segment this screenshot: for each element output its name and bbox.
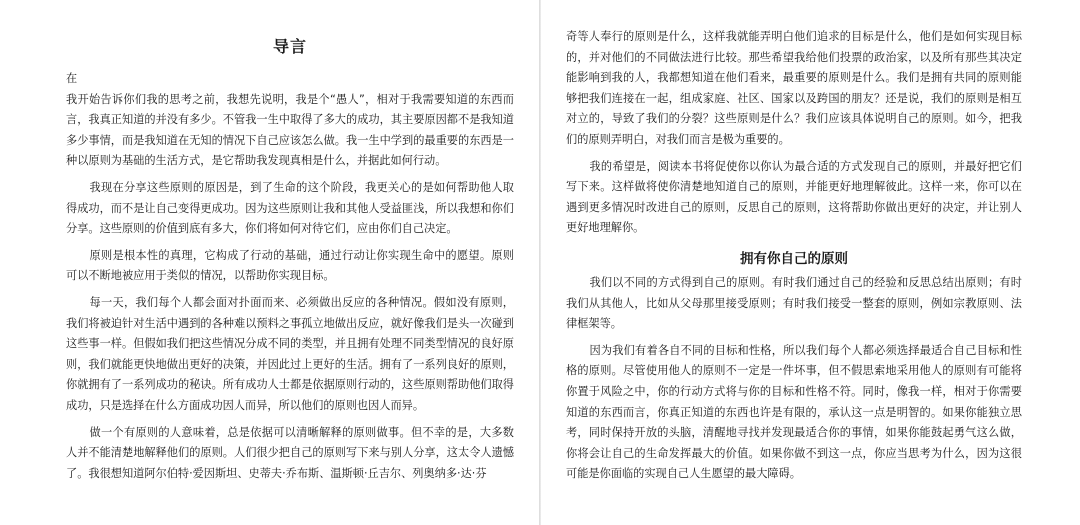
page-title: 导言 (272, 37, 307, 56)
paragraph: 做一个有原则的人意味着，总是依据可以清晰解释的原则做事。但不幸的是，大多数人并不能清楚地解释他们的原则。人们很少把自己的原则写下来与别人分享，这太令人遗憾了。我很想知道阿尔伯特·爱因斯坦、史蒂夫·乔布斯、温斯顿·丘吉尔、列奥纳多·达·芬 (66, 425, 514, 480)
paragraph: 每一天，我们每个人都会面对扑面而来、必须做出反应的各种情况。假如没有原则，我们将被迫针对生活中遇到的各种难以预料之事孤立地做出反应，就好像我们是头一次碰到这些事一样。但假如我们把这些情况分成不同的类型，并且拥有处理不同类型情况的良好原则，我们就能更快地做出更好的决策，并因此过上更好的生活。拥有了一系列良好的原则，你就拥有了一系列成功的秘诀。所有成功人士都是依据原则行动的，这些原则帮助他们取得成功，只是选择在什么方面成功因人而异，所以他们的原则也因人而异。 (66, 295, 514, 412)
right-page (540, 0, 1080, 525)
paragraph: 我现在分享这些原则的原因是，到了生命的这个阶段，我更关心的是如何帮助他人取得成功，而不是让自己变得更成功。因为这些原则让我和其他人受益匪浅，所以我想和你们分享。这些原则的价值到底有多大，你们将如何对待它们，应由你们自己决定。 (66, 180, 514, 236)
paragraph: 奇等人奉行的原则是什么，这样我就能弄明白他们追求的目标是什么，他们是如何实现目标的，并对他们的不同做法进行比较。那些希望我给他们投票的政治家，以及所有那些其决定能影响到我的人，我都想知道在他们看来，最重要的原则是什么。我们是拥有共同的原则能够把我们连接在一起，组成家庭、社区、国家以及跨国的朋友？还是说，我们的原则是相互对立的，导致了我们的分裂？这些原则是什么？我们应该具体说明自己的原则。如今，把我们的原则弄明白，对我们而言是极为重要的。 (566, 30, 1022, 146)
paragraph: 在 (66, 72, 78, 85)
page-gutter-divider (539, 0, 541, 525)
paragraph: 我们以不同的方式得到自己的原则。有时我们通过自己的经验和反思总结出原则；有时我们从其他人，比如从父母那里接受原则；有时我们接受一整套的原则，例如宗教原则、法律框架等。 (566, 275, 1022, 331)
paragraph: 因为我们有着各自不同的目标和性格，所以我们每个人都必须选择最适合自己目标和性格的原则。尽管使用他人的原则不一定是一件坏事，但不假思索地采用他人的原则有可能将你置于风险之中，你的行动方式将与你的目标和性格不符。同时，像我一样，相对于你需要知道的东西而言，你真正知道的东西也许是有限的，承认这一点是明智的。如果你能独立思考，同时保持开放的头脑，清醒地寻找并发现最适合你的事情，如果你能鼓起勇气这么做，你将会让自己的生命发挥最大的价值。如果你做不到这一点，你应当思考为什么，因为这很可能是你面临的实现自己人生愿望的最大障碍。 (566, 343, 1022, 481)
paragraph: 原则是根本性的真理，它构成了行动的基础，通过行动让你实现生命中的愿望。原则可以不断地被应用于类似的情况，以帮助你实现目标。 (66, 248, 514, 283)
paragraph: 我开始告诉你们我的思考之前，我想先说明，我是个“愚人”，相对于我需要知道的东西而言，我真正知道的并没有多少。不管我一生中取得了多大的成功，其主要原因都不是我知道多少事情，而是我知道在无知的情况下自己应该怎么做。我一生中学到的最重要的东西是一种以原则为基础的生活方式，是它帮助我发现真相是什么，并据此如何行动。 (66, 92, 514, 168)
paragraph: 我的希望是，阅读本书将促使你以你认为最合适的方式发现自己的原则，并最好把它们写下来。这样做将使你清楚地知道自己的原则，并能更好地理解彼此。这样一来，你可以在遇到更多情况时改进自己的原则，反思自己的原则，这将帮助你做出更好的决定，并让别人更好地理解你。 (566, 159, 1022, 235)
section-heading: 拥有你自己的原则 (740, 250, 848, 267)
